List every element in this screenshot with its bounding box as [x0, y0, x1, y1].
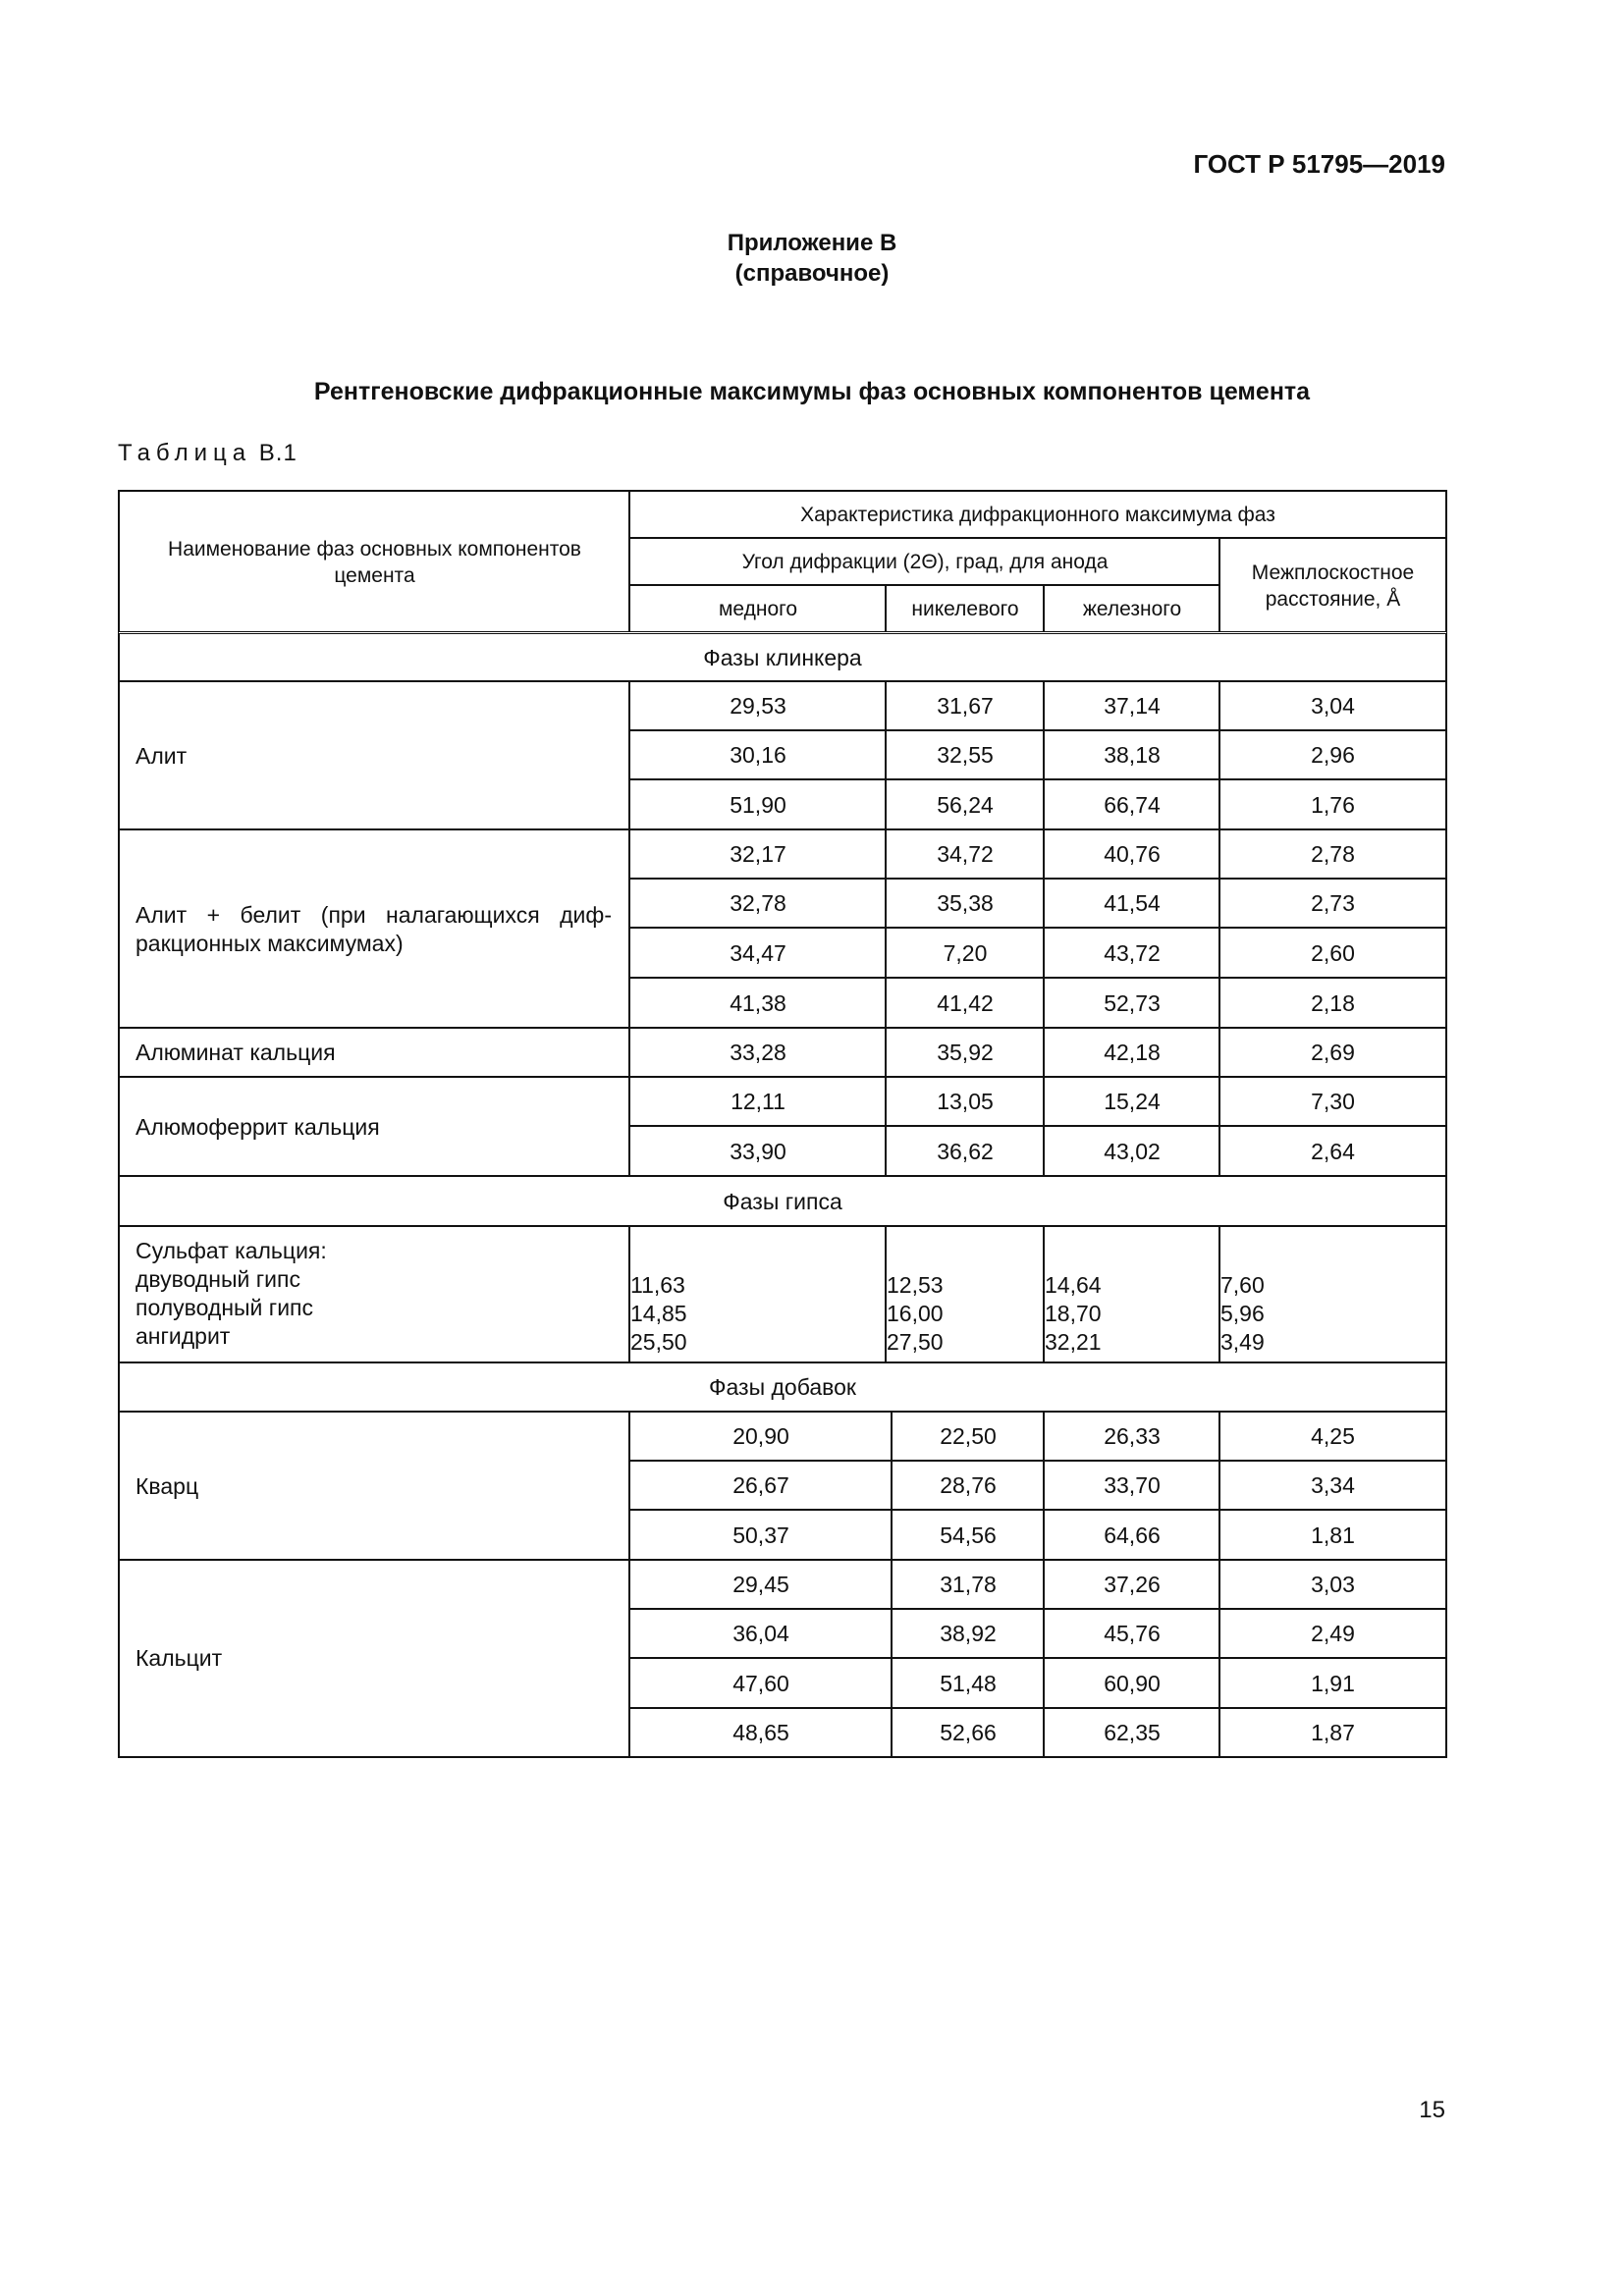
table-cell: 31,67	[885, 680, 1044, 730]
table-cell: 13,05	[885, 1076, 1044, 1126]
table-cell: 7,30	[1218, 1076, 1447, 1126]
standard-number: ГОСТ Р 51795—2019	[1193, 149, 1445, 179]
table-label-number: В.1	[258, 440, 298, 466]
table-cell: 2,96	[1218, 729, 1447, 779]
table-cell: 1,81	[1218, 1509, 1447, 1560]
calcium-sulfate-title: Сульфат кальция:	[135, 1238, 327, 1263]
table-cell: 3,03	[1218, 1559, 1447, 1609]
table-cell: 51,90	[628, 778, 886, 829]
table-cell: 37,26	[1043, 1559, 1219, 1609]
table-cell: 29,45	[628, 1559, 892, 1609]
table-cell: 22,50	[891, 1411, 1044, 1461]
header-copper: медного	[628, 584, 886, 632]
table-cell: 66,74	[1043, 778, 1219, 829]
table-cell-value: 32,21	[1045, 1328, 1102, 1355]
table-cell: 31,78	[891, 1559, 1044, 1609]
hemihydrate-gypsum-label: полуводный гипс	[135, 1295, 313, 1320]
table-cell: 42,18	[1043, 1027, 1219, 1077]
table-cell: 2,60	[1218, 927, 1447, 978]
table-cell-value: 14,85	[630, 1300, 687, 1326]
table-cell: 43,02	[1043, 1125, 1219, 1176]
table-cell: 47,60	[628, 1657, 892, 1708]
row-label-calcite: Кальцит	[118, 1559, 629, 1758]
table-cell: 15,24	[1043, 1076, 1219, 1126]
table-cell: 54,56	[891, 1509, 1044, 1560]
table-cell: 2,73	[1218, 878, 1447, 928]
table-cell: 26,33	[1043, 1411, 1219, 1461]
table-cell: 32,55	[885, 729, 1044, 779]
table-cell: 43,72	[1043, 927, 1219, 978]
table-cell: 38,18	[1043, 729, 1219, 779]
table-cell-value: 3,49	[1220, 1328, 1265, 1355]
table-cell: 3,04	[1218, 680, 1447, 730]
table-cell: 45,76	[1043, 1608, 1219, 1658]
table-cell: 2,69	[1218, 1027, 1447, 1077]
gypsum-spacing-cell	[1218, 1225, 1447, 1362]
row-label-calcium-sulfate	[118, 1225, 629, 1362]
table-cell: 41,54	[1043, 878, 1219, 928]
section-row-additives: Фазы добавок	[118, 1362, 1447, 1412]
row-label-aluminate: Алюминат кальция	[118, 1027, 629, 1077]
appendix-type: (справочное)	[734, 260, 890, 287]
table-cell-value: 7,60	[1220, 1271, 1265, 1298]
table-cell-value: 5,96	[1220, 1300, 1265, 1326]
table-cell: 36,04	[628, 1608, 892, 1658]
table-cell: 33,90	[628, 1125, 886, 1176]
table-cell-value: 25,50	[630, 1328, 687, 1355]
table-cell: 35,92	[885, 1027, 1044, 1077]
table-cell: 7,20	[885, 927, 1044, 978]
table-cell: 2,78	[1218, 828, 1447, 879]
table-cell-value: 12,53	[887, 1271, 944, 1298]
table-cell: 50,37	[628, 1509, 892, 1560]
row-label-aluminoferrite: Алюмоферрит кальция	[118, 1076, 629, 1176]
table-cell: 37,14	[1043, 680, 1219, 730]
table-cell: 1,76	[1218, 778, 1447, 829]
table-cell: 52,73	[1043, 977, 1219, 1028]
table-cell: 40,76	[1043, 828, 1219, 879]
table-cell-value: 18,70	[1045, 1300, 1102, 1326]
table-cell: 52,66	[891, 1707, 1044, 1758]
anhydrite-label: ангидрит	[135, 1323, 231, 1349]
table-cell: 48,65	[628, 1707, 892, 1758]
table-cell: 41,42	[885, 977, 1044, 1028]
table-cell: 1,87	[1218, 1707, 1447, 1758]
table-cell: 26,67	[628, 1460, 892, 1510]
appendix-title: Приложение В	[727, 230, 897, 256]
header-iron: железного	[1043, 584, 1219, 632]
table-cell: 2,49	[1218, 1608, 1447, 1658]
header-spacing: Межплоскостное расстояние, Å	[1218, 537, 1447, 632]
row-label-quartz: Кварц	[118, 1411, 629, 1560]
table-cell: 1,91	[1218, 1657, 1447, 1708]
appendix-heading	[0, 228, 1624, 289]
table-cell: 4,25	[1218, 1411, 1447, 1461]
table-cell-value: 16,00	[887, 1300, 944, 1326]
header-phase-name: Наименование фаз основных компонентов цемента	[118, 490, 629, 632]
header-angle: Угол дифракции (2Θ), град, для анода	[628, 537, 1219, 585]
table-cell-value: 11,63	[630, 1271, 685, 1298]
section-row-gypsum: Фазы гипса	[118, 1175, 1447, 1226]
table-label	[118, 440, 298, 467]
table-cell: 60,90	[1043, 1657, 1219, 1708]
table-cell: 36,62	[885, 1125, 1044, 1176]
table-cell: 30,16	[628, 729, 886, 779]
table-cell: 2,18	[1218, 977, 1447, 1028]
table-cell-value: 27,50	[887, 1328, 944, 1355]
row-label-alite: Алит	[118, 680, 629, 829]
table-cell: 41,38	[628, 977, 886, 1028]
table-cell: 28,76	[891, 1460, 1044, 1510]
table-cell: 20,90	[628, 1411, 892, 1461]
section-row-clinker: Фазы клинкера	[118, 631, 1447, 681]
gypsum-iron-cell	[1043, 1225, 1219, 1362]
table-cell: 33,28	[628, 1027, 886, 1077]
diffraction-table	[118, 490, 1447, 1758]
table-cell: 33,70	[1043, 1460, 1219, 1510]
table-cell: 51,48	[891, 1657, 1044, 1708]
gypsum-nickel-cell	[885, 1225, 1044, 1362]
table-cell: 3,34	[1218, 1460, 1447, 1510]
table-cell: 34,47	[628, 927, 886, 978]
table-cell: 34,72	[885, 828, 1044, 879]
header-nickel: никелевого	[885, 584, 1044, 632]
table-cell: 62,35	[1043, 1707, 1219, 1758]
table-cell: 12,11	[628, 1076, 886, 1126]
table-cell: 64,66	[1043, 1509, 1219, 1560]
table-cell: 35,38	[885, 878, 1044, 928]
page-number: 15	[1419, 2097, 1445, 2123]
document-title: Рентгеновские дифракционные максимумы фаз основных компонентов цемента	[313, 378, 1311, 405]
table-cell: 32,78	[628, 878, 886, 928]
table-cell: 56,24	[885, 778, 1044, 829]
table-cell: 2,64	[1218, 1125, 1447, 1176]
row-label-alite-belite: Алит + белит (при налагающихся диф- ракционных максимумах)	[118, 828, 629, 1028]
table-label-word: Таблица	[118, 440, 252, 466]
table-cell: 29,53	[628, 680, 886, 730]
gypsum-copper-cell	[628, 1225, 886, 1362]
table-cell: 32,17	[628, 828, 886, 879]
table-cell: 38,92	[891, 1608, 1044, 1658]
header-characteristic: Характеристика дифракционного максимума фаз	[628, 490, 1447, 538]
dihydrate-gypsum-label: двуводный гипс	[135, 1266, 300, 1292]
table-cell-value: 14,64	[1045, 1271, 1102, 1298]
